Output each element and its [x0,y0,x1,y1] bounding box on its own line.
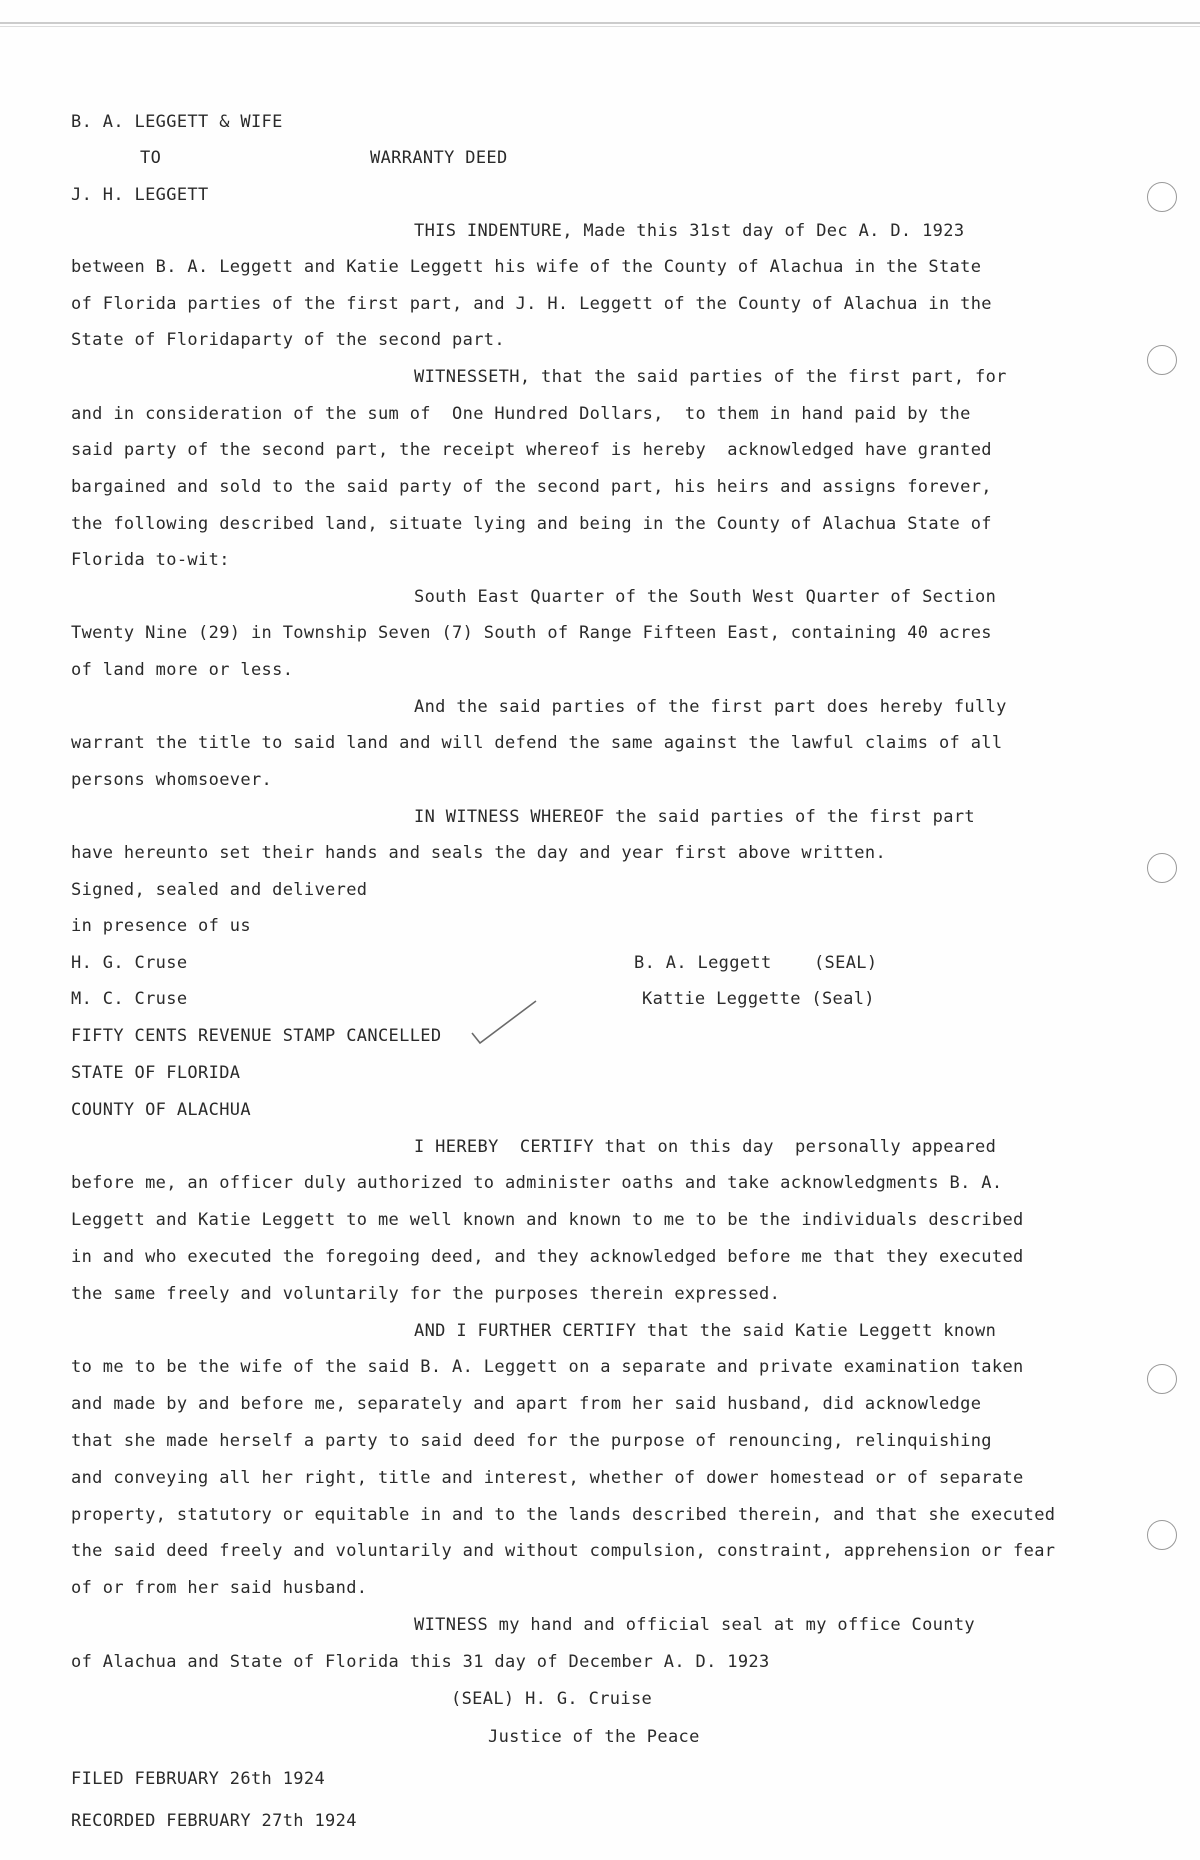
certificate-line: AND I FURTHER CERTIFY that the said Katie Leggett known [414,1321,997,1341]
signer-signature-1: B. A. Leggett (SEAL) [634,953,878,973]
body-line: of land more or less. [71,660,294,680]
body-line: of Florida parties of the first part, and J. H. Leggett of the County of Alachua in the [71,294,992,314]
certificate-line: the said deed freely and voluntarily and without compulsion, constraint, apprehension or fear [71,1541,1056,1561]
justice-title: Justice of the Peace [488,1727,700,1747]
body-line: Signed, sealed and delivered [71,880,368,900]
body-line: And the said parties of the first part does hereby fully [414,697,1007,717]
body-line: warrant the title to said land and will defend the same against the lawful claims of all [71,733,1003,753]
certificate-line: to me to be the wife of the said B. A. Leggett on a separate and private examination taken [71,1357,1024,1377]
body-line: between B. A. Leggett and Katie Leggett his wife of the County of Alachua in the State [71,257,982,277]
body-line: WITNESSETH, that the said parties of the first part, for [414,367,1007,387]
body-line: the following described land, situate lying and being in the County of Alachua State of [71,514,992,534]
justice-seal-name: (SEAL) H. G. Cruise [451,1689,653,1709]
body-line: THIS INDENTURE, Made this 31st day of Dec A. D. 1923 [414,221,965,241]
revenue-stamp-note: FIFTY CENTS REVENUE STAMP CANCELLED [71,1026,442,1046]
certificate-line: and made by and before me, separately and apart from her said husband, did acknowledge [71,1394,982,1414]
body-line: South East Quarter of the South West Quarter of Section [414,587,997,607]
certificate-line: of or from her said husband. [71,1578,368,1598]
certificate-line: and conveying all her right, title and interest, whether of dower homestead or of separate [71,1468,1024,1488]
body-line: said party of the second part, the receipt whereof is hereby acknowledged have granted [71,440,992,460]
document-title: WARRANTY DEED [370,148,508,168]
body-line: and in consideration of the sum of One Hundred Dollars, to them in hand paid by the [71,404,971,424]
witness-signature-2: M. C. Cruse [71,989,188,1009]
certificate-line: in and who executed the foregoing deed, and they acknowledged before me that they executed [71,1247,1024,1267]
body-line: Twenty Nine (29) in Township Seven (7) South of Range Fifteen East, containing 40 acres [71,623,992,643]
certificate-line: property, statutory or equitable in and to the lands described therein, and that she executed [71,1505,1056,1525]
body-line: Florida to-wit: [71,550,230,570]
certificate-line: Leggett and Katie Leggett to me well known and known to me to be the individuals described [71,1210,1024,1230]
certificate-line: that she made herself a party to said deed for the purpose of renouncing, relinquishing [71,1431,992,1451]
signer-signature-2: Kattie Leggette (Seal) [642,989,875,1009]
to-line: TO [140,148,162,168]
witness-signature-1: H. G. Cruse [71,953,188,973]
certificate-line: I HEREBY CERTIFY that on this day personally appeared [414,1137,997,1157]
certificate-line: of Alachua and State of Florida this 31 day of December A. D. 1923 [71,1652,770,1672]
body-line: in presence of us [71,916,251,936]
body-line: persons whomsoever. [71,770,273,790]
certificate-line: before me, an officer duly authorized to administer oaths and take acknowledgments B. A. [71,1173,1003,1193]
grantee-line: J. H. LEGGETT [71,185,209,205]
certificate-line: WITNESS my hand and official seal at my office County [414,1615,975,1635]
certificate-line: the same freely and voluntarily for the purposes therein expressed. [71,1284,781,1304]
venue-state: STATE OF FLORIDA [71,1063,241,1083]
check-mark-icon [470,995,540,1050]
filed-date: FILED FEBRUARY 26th 1924 [71,1769,326,1789]
body-line: IN WITNESS WHEREOF the said parties of the first part [414,807,975,827]
grantor-line: B. A. LEGGETT & WIFE [71,112,283,132]
body-line: have hereunto set their hands and seals the day and year first above written. [71,843,887,863]
recorded-date: RECORDED FEBRUARY 27th 1924 [71,1811,357,1831]
body-line: State of Floridaparty of the second part. [71,330,505,350]
venue-county: COUNTY OF ALACHUA [71,1100,251,1120]
body-line: bargained and sold to the said party of the second part, his heirs and assigns forever, [71,477,992,497]
